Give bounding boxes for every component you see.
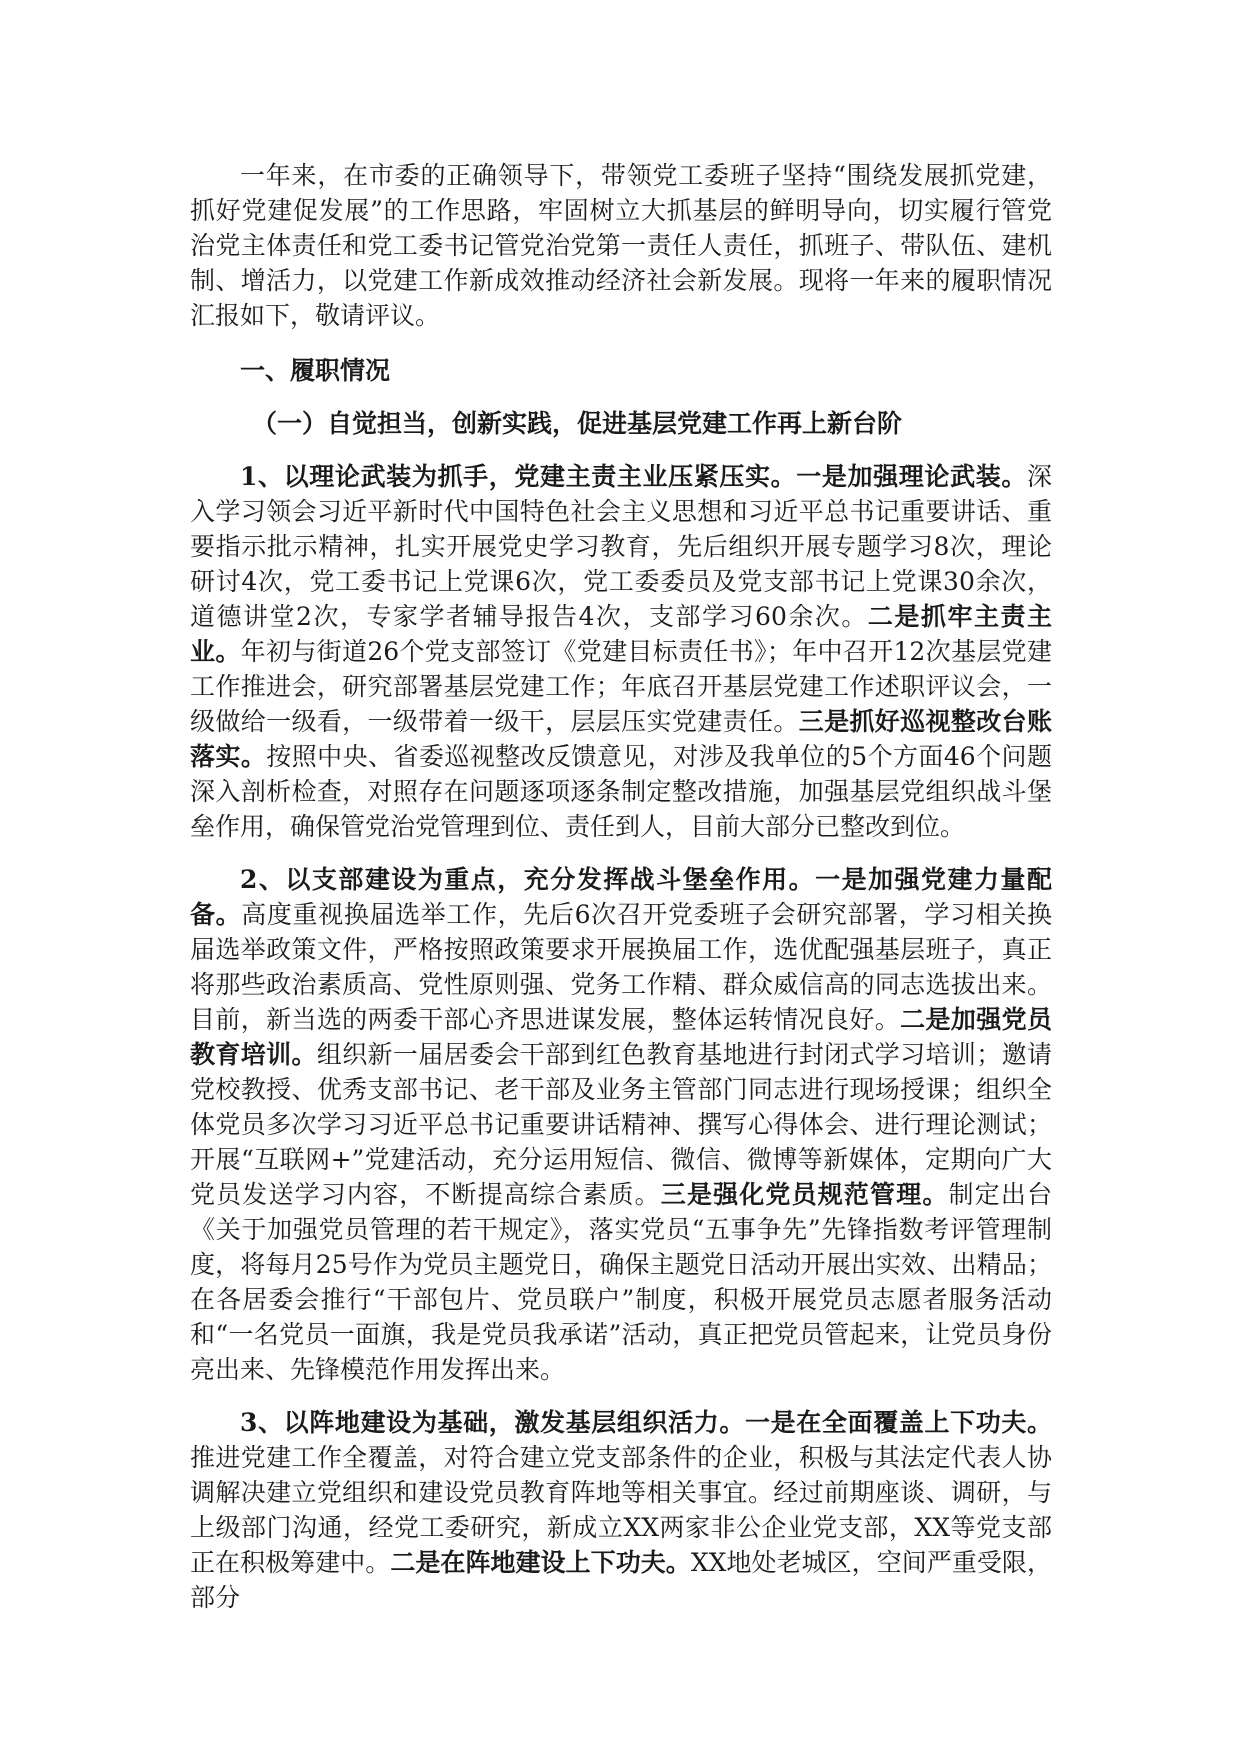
point-text: 推进党建工作全覆盖，对符合建立党支部条件的企业，积极与其法定代表人协调解决建立党组织和建设党员教育阵地等相关事宜。经过前期座谈、调研，与上级部门沟通，经党工委研究，新成立XX两家非公企业党支部，XX等党支部正在积极筹建中。 (190, 1443, 1052, 1577)
subsection-heading: （一）自觉担当，创新实践，促进基层党建工作再上新台阶 (252, 409, 903, 438)
document-page (190, 158, 1052, 1615)
point-heading: 一是加强理论武装。 (796, 462, 1027, 491)
point-heading: 三是抓好巡视整改台账落实。 (190, 707, 1052, 771)
point-heading: 三是强化党员规范管理。 (660, 1180, 949, 1209)
paragraph-theory (190, 459, 1052, 844)
point-text: 按照中央、省委巡视整改反馈意见，对涉及我单位的5个方面46个问题深入剖析检查，对照存在问题逐项逐条制定整改措施，加强基层党组织战斗堡垒作用，确保管党治党管理到位、责任到人，目前大部分已整改到位。 (190, 742, 1052, 841)
point-text: 深入学习领会习近平新时代中国特色社会主义思想和习近平总书记重要讲话、重要指示批示精神，扎实开展党史学习教育，先后组织开展专题学习8次，理论研讨4次，党工委书记上党课6次，党工委委员及党支部书记上党课30余次，道德讲堂2次，专家学者辅导报告4次，支部学习60余次。 (190, 462, 1052, 631)
point-heading: 一是在全面覆盖上下功夫。 (745, 1408, 1052, 1437)
point-text: 组织新一届居委会干部到红色教育基地进行封闭式学习培训；邀请党校教授、优秀支部书记、老干部及业务主管部门同志进行现场授课；组织全体党员多次学习习近平总书记重要讲话精神、撰写心得体会、进行理论测试；开展“互联网+”党建活动，充分运用短信、微信、微博等新媒体，定期向广大党员发送学习内容，不断提高综合素质。 (190, 1040, 1052, 1209)
point-heading: 二是抓牢主责主业。 (190, 602, 1052, 666)
point-text: XX地处老城区，空间严重受限，部分 (190, 1548, 1052, 1612)
point-heading: 二是加强党员教育培训。 (190, 1005, 1052, 1069)
point-heading: 二是在阵地建设上下功夫。 (390, 1548, 691, 1577)
point-heading: 一是加强党建力量配备。 (190, 865, 1052, 929)
paragraph-branch (190, 862, 1052, 1387)
point-text: 年初与街道26个党支部签订《党建目标责任书》；年中召开12次基层党建工作推进会，研究部署基层党建工作；年底召开基层党建工作述职评议会，一级做给一级看，一级带着一级干，层层压实党建责任。 (190, 637, 1052, 736)
point-text: 制定出台《关于加强党员管理的若干规定》，落实党员“五事争先”先锋指数考评管理制度，将每月25号作为党员主题党日，确保主题党日活动开展出实效、出精品；在各居委会推行“干部包片、党员联户”制度，积极开展党员志愿者服务活动和“一名党员一面旗，我是党员我承诺”活动，真正把党员管起来，让党员身份亮出来、先锋模范作用发挥出来。 (190, 1180, 1052, 1384)
paragraph-position (190, 1405, 1052, 1615)
intro-paragraph: 一年来，在市委的正确领导下，带领党工委班子坚持“围绕发展抓党建，抓好党建促发展”的工作思路，牢固树立大抓基层的鲜明导向，切实履行管党治党主体责任和党工委书记管党治党第一责任人责任，抓班子、带队伍、建机制、增活力，以党建工作新成效推动经济社会新发展。现将一年来的履职情况汇报如下，敬请评议。 (190, 161, 1052, 330)
section-heading: 一、履职情况 (240, 356, 391, 385)
paragraph-lead: 1、以理论武装为抓手，党建主责主业压紧压实。 (240, 462, 797, 491)
paragraph-lead: 2、以支部建设为重点，充分发挥战斗堡垒作用。 (240, 865, 816, 894)
paragraph-lead: 3、以阵地建设为基础，激发基层组织活力。 (240, 1408, 746, 1437)
point-text: 高度重视换届选举工作，先后6次召开党委班子会研究部署，学习相关换届选举政策文件，严格按照政策要求开展换届工作，选优配强基层班子，真正将那些政治素质高、党性原则强、党务工作精、群众威信高的同志选拔出来。目前，新当选的两委干部心齐思进谋发展，整体运转情况良好。 (190, 900, 1052, 1034)
